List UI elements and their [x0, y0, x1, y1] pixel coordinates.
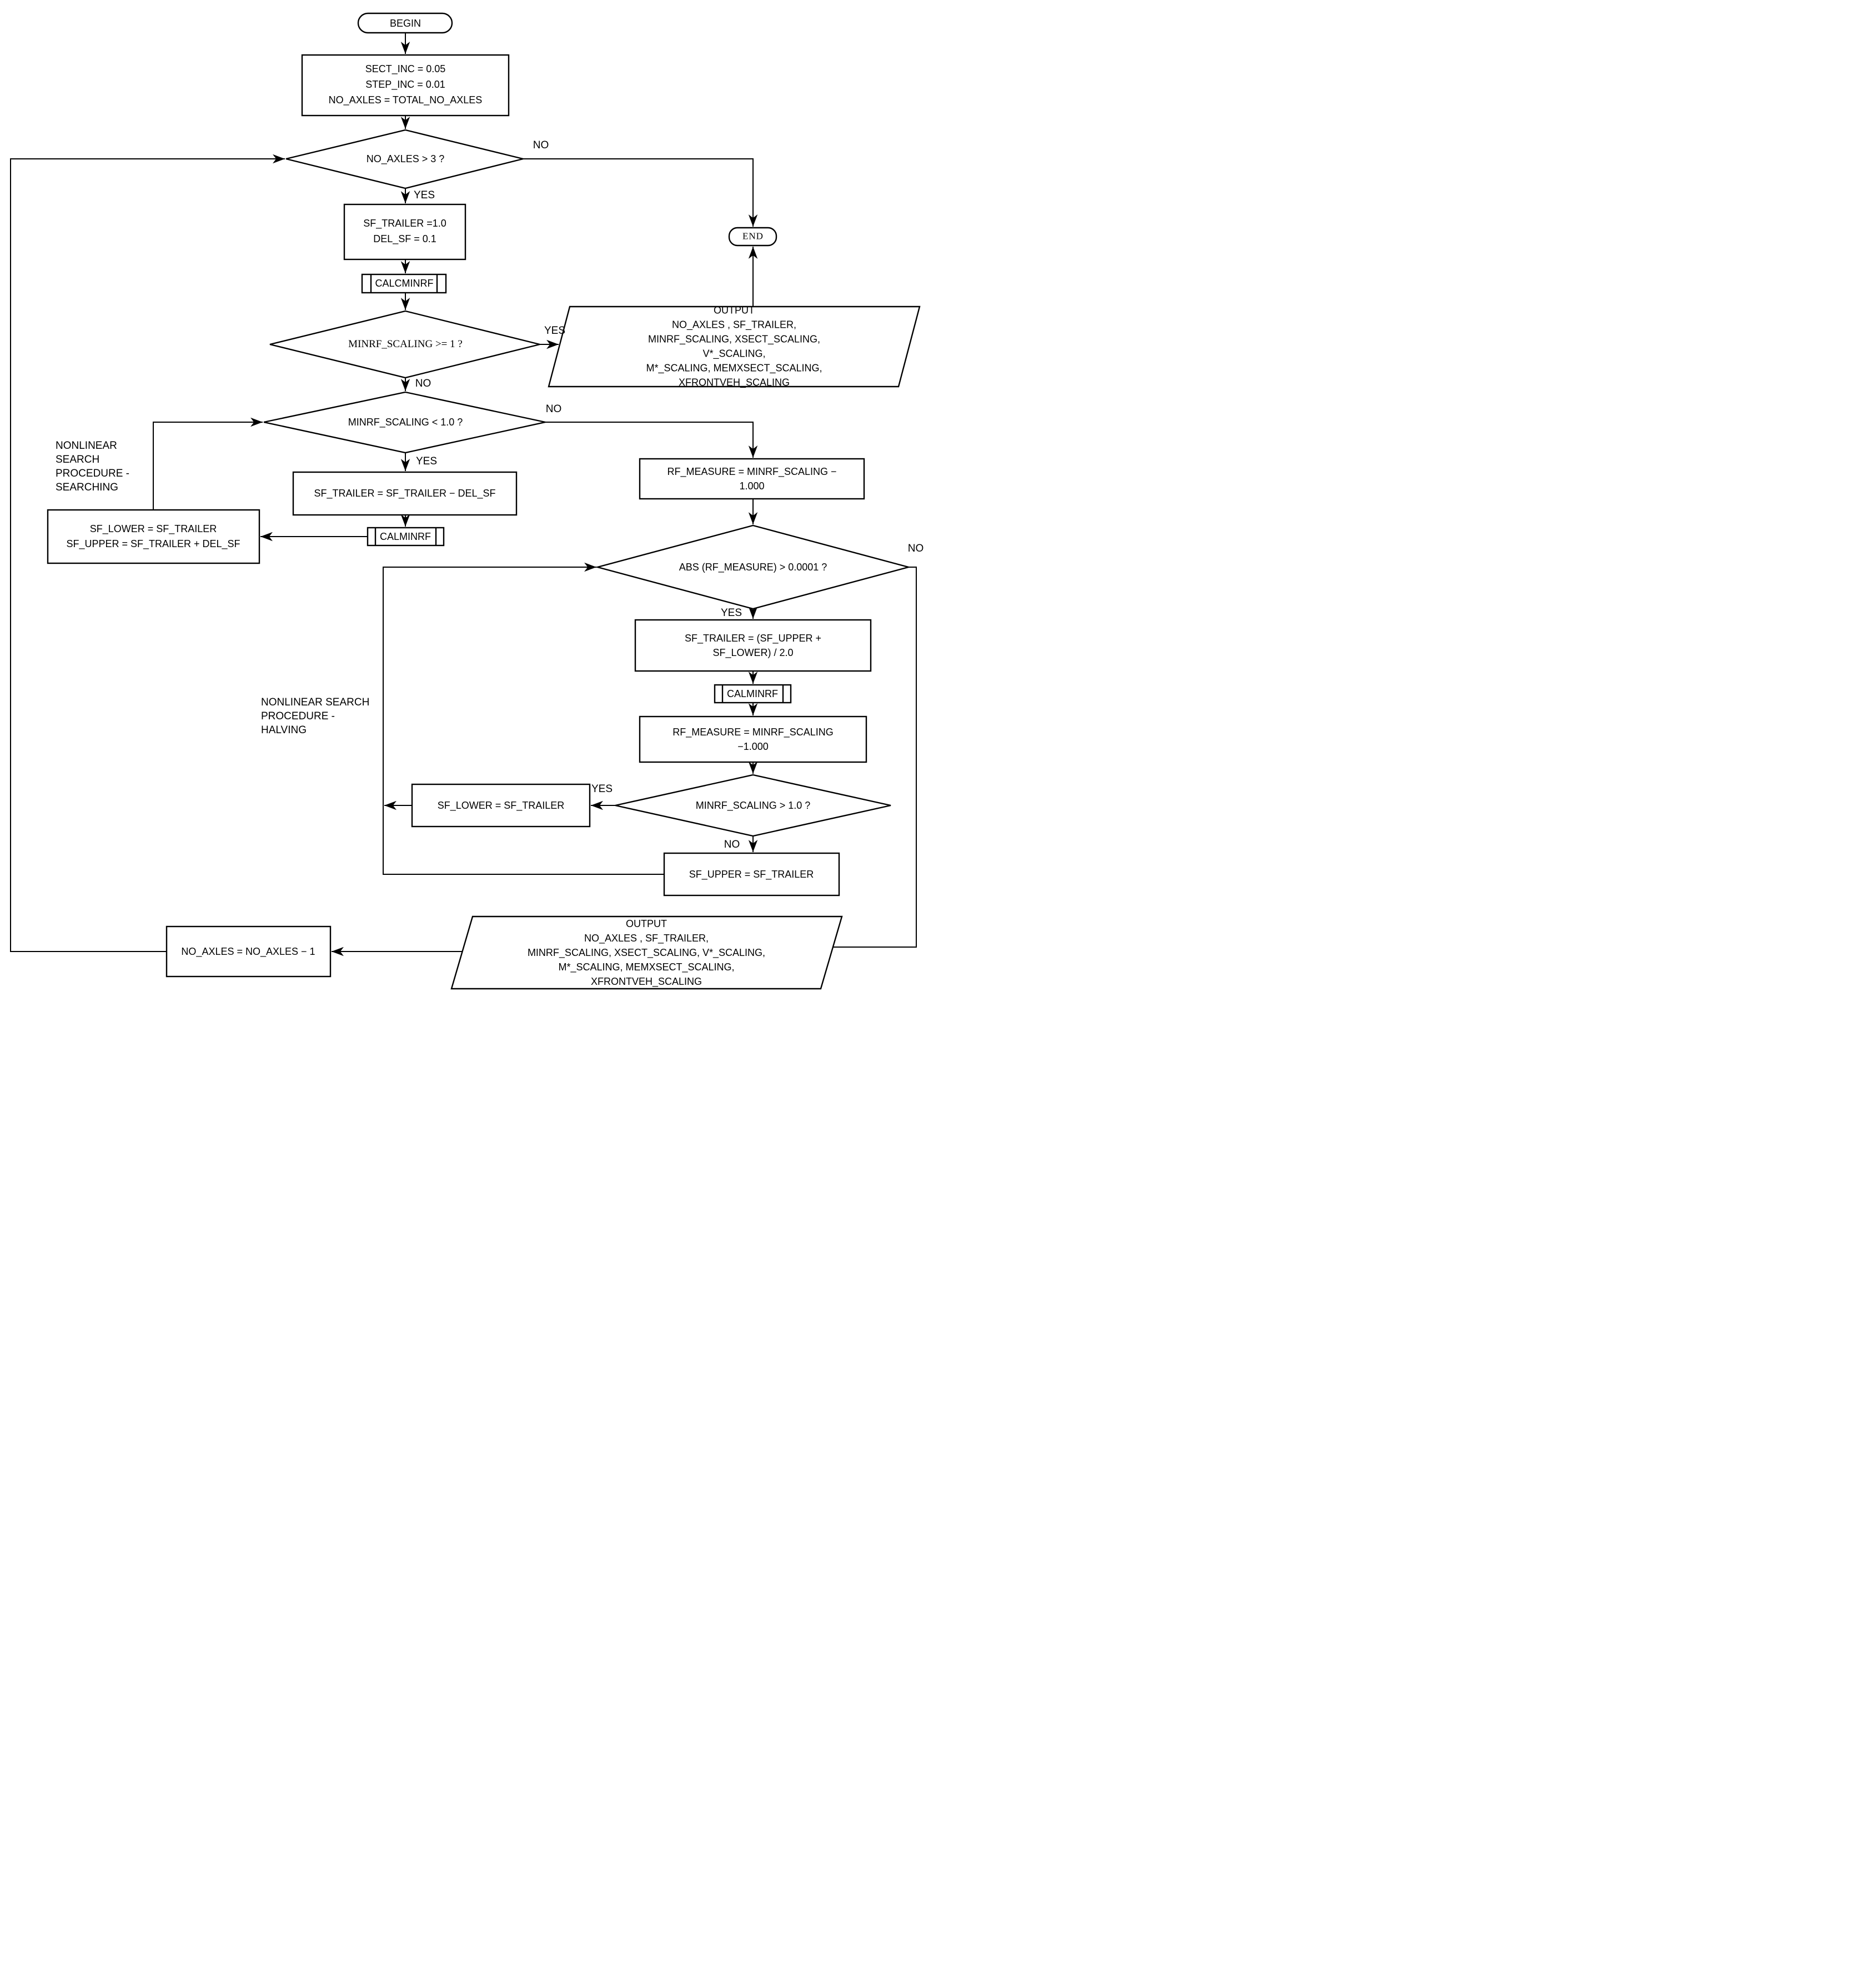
searching-annotation: NONLINEAR SEARCH PROCEDURE - SEARCHING — [56, 440, 130, 494]
abs-yes-label: YES — [720, 607, 742, 619]
minrf-gt-1-label: MINRF_SCALING > 1.0 ? — [695, 799, 811, 811]
begin-label: BEGIN — [389, 17, 421, 29]
init-label: SECT_INC = 0.05 STEP_INC = 0.01 NO_AXLES = TOTAL_NO_AXLES — [328, 63, 483, 106]
minrf-ge-1-yes-label: YES — [544, 325, 566, 337]
sf-upper-label: SF_UPPER = SF_TRAILER — [689, 868, 814, 880]
minrf-ge-1-label: MINRF_SCALING >= 1 ? — [348, 338, 463, 350]
halving-annotation: NONLINEAR SEARCH PROCEDURE - HALVING — [261, 697, 370, 737]
calcminrf-label: CALCMINRF — [375, 277, 434, 289]
rf-measure-2-label: RF_MEASURE = MINRF_SCALING −1.000 — [672, 726, 834, 752]
minrf-lt-1-no-label: NO — [545, 403, 562, 415]
minrf-lt-1-yes-label: YES — [415, 455, 438, 467]
sf-init-label: SF_TRAILER =1.0 DEL_SF = 0.1 — [363, 218, 446, 244]
minrf-lt-1-label: MINRF_SCALING < 1.0 ? — [348, 416, 463, 428]
sf-lower-label: SF_LOWER = SF_TRAILER — [437, 799, 565, 811]
minrf-gt-1-no-label: NO — [724, 839, 740, 850]
edge-minrflt1-no-rfmeasure1 — [545, 422, 753, 458]
abs-check-label: ABS (RF_MEASURE) > 0.0001 ? — [679, 561, 827, 573]
sf-search-label: SF_TRAILER = SF_TRAILER − DEL_SF — [314, 487, 496, 499]
calminrf-half-label: CALMINRF — [726, 688, 779, 699]
output-bottom-label: OUTPUT NO_AXLES , SF_TRAILER, MINRF_SCALING, XSECT_SCALING, V*_SCALING, M*_SCALING, MEMXSECT_SCALING, XFRONTVEH_SCALING — [527, 918, 766, 988]
no-axles-label: NO_AXLES > 3 ? — [366, 153, 445, 164]
no-axles-yes-label: YES — [413, 189, 435, 201]
sf-bounds-label: SF_LOWER = SF_TRAILER SF_UPPER = SF_TRAILER + DEL_SF — [66, 523, 240, 549]
abs-no-label: NO — [907, 543, 924, 554]
rf-measure-1-label: RF_MEASURE = MINRF_SCALING − 1.000 — [667, 465, 837, 492]
minrf-gt-1-yes-label: YES — [591, 783, 613, 795]
edge-noaxles-no-end — [523, 159, 753, 227]
end-label: END — [742, 231, 764, 242]
minrf-ge-1-no-label: NO — [415, 378, 431, 389]
output-top-label: OUTPUT NO_AXLES , SF_TRAILER, MINRF_SCALING, XSECT_SCALING, V*_SCALING, M*_SCALING, MEMXSECT_SCALING, XFRONTVEH_SCALING — [646, 304, 822, 389]
sf-half-label: SF_TRAILER = (SF_UPPER + SF_LOWER) / 2.0 — [684, 632, 822, 658]
calminrf-search-label: CALMINRF — [379, 530, 431, 542]
no-axles-no-label: NO — [533, 139, 549, 151]
dec-axles-label: NO_AXLES = NO_AXLES − 1 — [181, 945, 315, 957]
flowchart-canvas — [0, 0, 933, 997]
edge-halving-loop-abscheck — [383, 567, 664, 874]
